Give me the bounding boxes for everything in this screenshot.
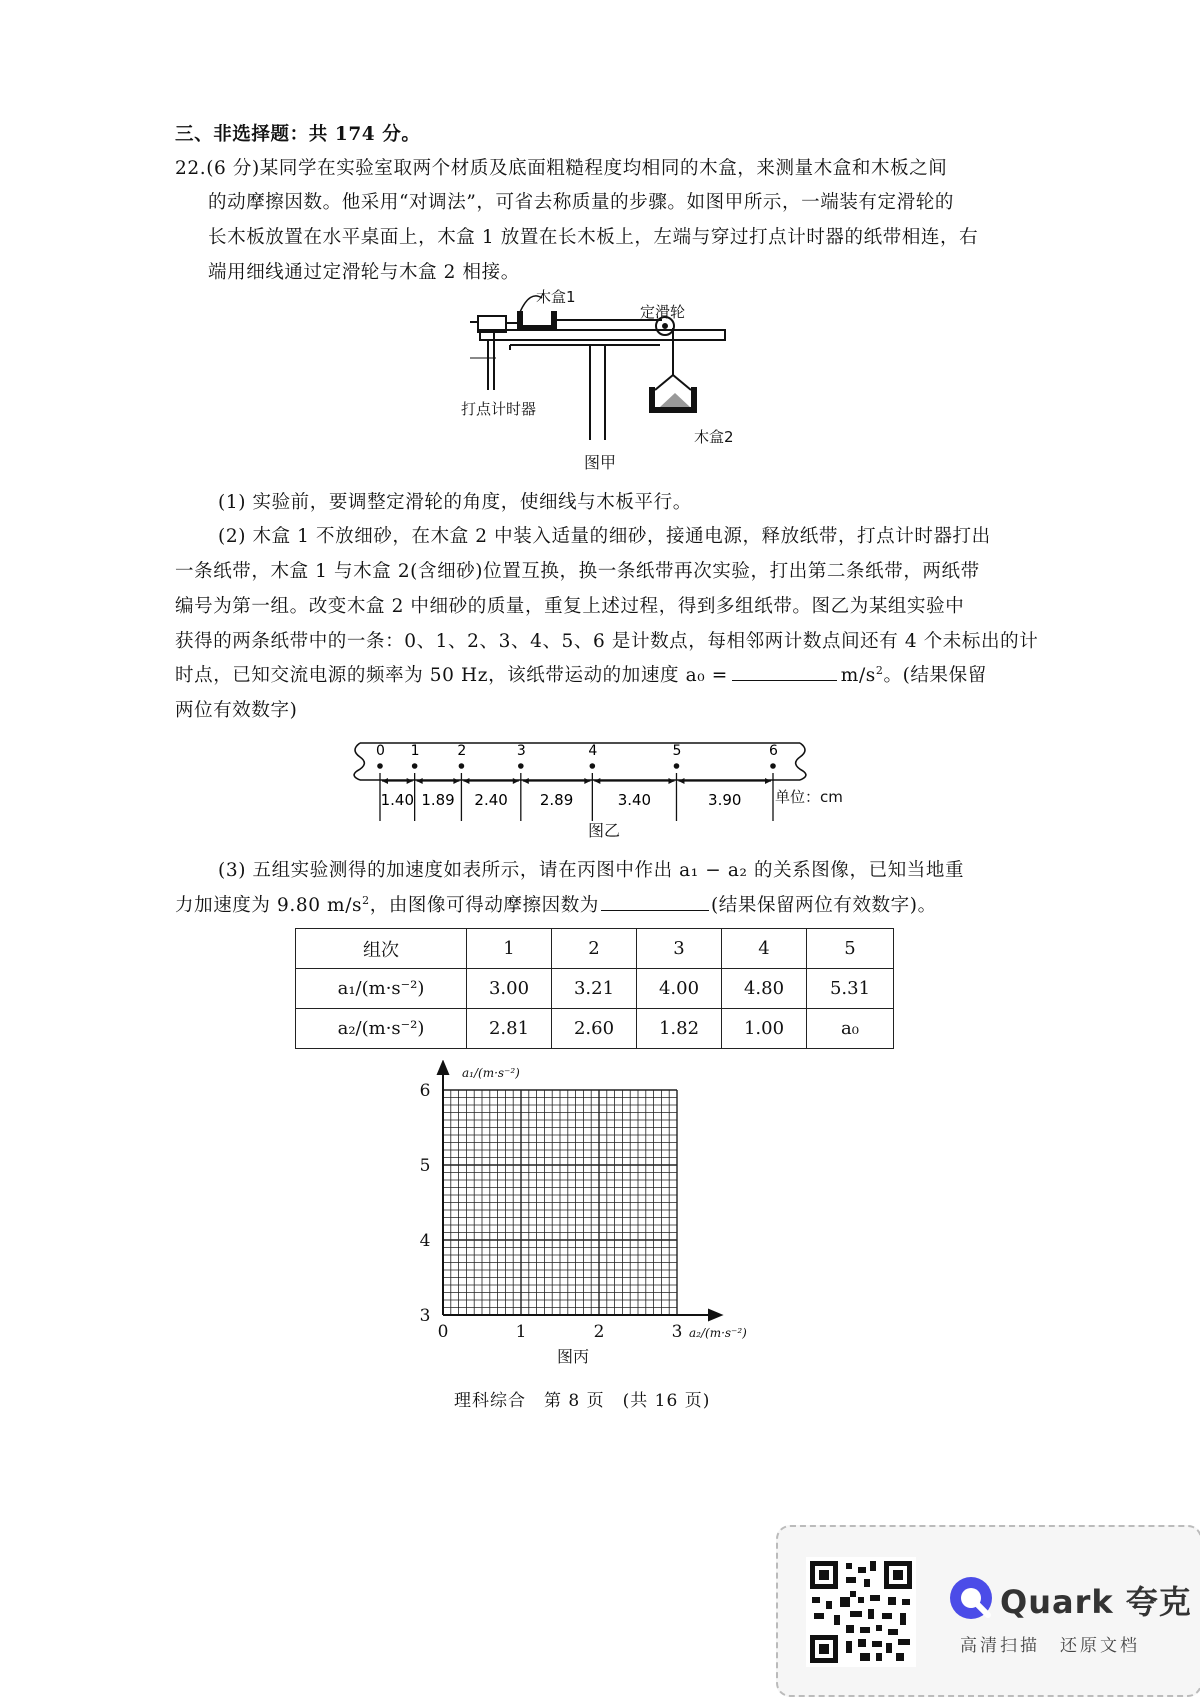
table-cell: 3.21 — [552, 969, 637, 1009]
figure-yi-tape — [345, 733, 825, 823]
q22-line3: 长木板放置在水平桌面上，木盒 1 放置在长木板上，左端与穿过打点计时器的纸带相连，右 — [208, 227, 979, 248]
tape-dot — [459, 763, 465, 769]
part3-line2-a: 力加速度为 9.80 m/s — [175, 895, 363, 916]
tape-dot — [770, 763, 776, 769]
table-cell: 1.00 — [722, 1009, 807, 1049]
part2-line5-a: 时点，已知交流电源的频率为 50 Hz，该纸带运动的加速度 a₀ = — [175, 665, 728, 686]
tape-arrow — [584, 778, 590, 784]
section-title: 三、非选择题：共 174 分。 — [175, 124, 421, 145]
part1: (1) 实验前，要调整定滑轮的角度，使细线与木板平行。 — [218, 492, 692, 513]
tape-segment-label: 1.40 — [380, 791, 415, 809]
table-row — [296, 969, 894, 1009]
tape-point-label: 0 — [376, 743, 385, 759]
table-cell: 5.31 — [807, 969, 894, 1009]
tape-arrow — [523, 778, 529, 784]
tape-segment-label: 2.40 — [474, 791, 508, 809]
tape-arrow — [513, 778, 519, 784]
label-pulley: 定滑轮 — [640, 303, 686, 321]
tape-point-label: 5 — [672, 743, 682, 759]
quark-watermark — [776, 1525, 1200, 1697]
table-header-cell: 3 — [637, 929, 722, 969]
tape-dot — [518, 763, 524, 769]
tape-dot — [590, 763, 596, 769]
answer-blank-a0[interactable] — [732, 662, 837, 681]
caption-yi: 图乙 — [588, 821, 621, 840]
table-row — [296, 1009, 894, 1049]
label-box2: 木盒2 — [694, 428, 734, 446]
quark-brand: Quark 夸克 — [1000, 1583, 1192, 1621]
q22-line4: 端用细线通过定滑轮与木盒 2 相接。 — [208, 262, 520, 283]
part2-line5: 时点，已知交流电源的频率为 50 Hz，该纸带运动的加速度 $a_0 = m/s^2$。(结果保留 — [175, 663, 987, 686]
table-cell: a₁/(m·s⁻²) — [296, 969, 467, 1009]
tape-dot — [674, 763, 680, 769]
y-axis-arrow — [438, 1062, 448, 1074]
tape-point-label: 6 — [769, 743, 778, 759]
figure-bing-grid[interactable] — [415, 1060, 765, 1360]
x-tick-label: 1 — [515, 1322, 527, 1342]
table-cell: 4.00 — [637, 969, 722, 1009]
x-tick-label: 0 — [437, 1322, 449, 1342]
tape-arrow — [765, 778, 771, 784]
y-tick-label: 3 — [419, 1306, 431, 1326]
caption-jia: 图甲 — [584, 453, 617, 472]
tape-arrow — [407, 778, 413, 784]
x-tick-label: 2 — [593, 1322, 605, 1342]
tape-point-label: 1 — [410, 743, 420, 759]
table-cell: a₀ — [807, 1009, 894, 1049]
y-axis-label: a₁/(m·s⁻²) — [462, 1066, 520, 1080]
tape-dot — [412, 763, 418, 769]
quark-tagline: 高清扫描 还原文档 — [960, 1636, 1140, 1656]
long-board — [480, 330, 725, 340]
tape-arrow — [453, 778, 459, 784]
tape-segment-label: 3.40 — [617, 791, 652, 809]
tape-arrow — [678, 778, 684, 784]
q22-line2: 的动摩擦因数。他采用“对调法”，可省去称质量的步骤。如图甲所示，一端装有定滑轮的 — [208, 192, 954, 213]
tape-segment-label: 2.89 — [539, 791, 574, 809]
x-tick-label: 3 — [671, 1322, 683, 1342]
page-footer: 理科综合 第 8 页 (共 16 页) — [454, 1391, 711, 1411]
part2-line1: (2) 木盒 1 不放细砂，在木盒 2 中装入适量的细砂，接通电源，释放纸带，打点计时器打出 — [218, 526, 991, 547]
table-header-cell: 2 — [552, 929, 637, 969]
label-timer: 打点计时器 — [461, 400, 537, 418]
tape-unit: 单位：cm — [775, 788, 843, 806]
tape-arrow — [668, 778, 674, 784]
caption-bing: 图丙 — [557, 1347, 590, 1366]
tape-arrow — [417, 778, 423, 784]
table-cell: 3.00 — [467, 969, 552, 1009]
tape-point-label: 2 — [457, 743, 467, 759]
answer-blank-mu[interactable] — [601, 892, 709, 911]
tape-arrow — [463, 778, 469, 784]
tape-segment-label: 1.89 — [421, 791, 455, 809]
tape-arrow — [382, 778, 388, 784]
part2-line4: 获得的两条纸带中的一条：0、1、2、3、4、5、6 是计数点，每相邻两计数点间还有 4 个未标出的计 — [175, 631, 1039, 652]
tape-marks — [376, 743, 778, 821]
y-tick-label: 4 — [419, 1231, 431, 1251]
acceleration-table — [295, 928, 894, 1049]
table-header-row — [296, 929, 894, 969]
q22-line1: 22.(6 分)某同学在实验室取两个材质及底面粗糙程度均相同的木盒，来测量木盒和木板之间 — [175, 158, 948, 179]
wood-box-1 — [518, 312, 556, 330]
tape-point-label: 4 — [588, 743, 598, 759]
table-cell: 2.60 — [552, 1009, 637, 1049]
table-cell: 2.81 — [467, 1009, 552, 1049]
y-tick-label: 6 — [419, 1081, 431, 1101]
part2-line5-c: 。(结果保留 — [883, 665, 987, 686]
grid-lines — [443, 1090, 677, 1315]
tape-segment-label: 3.90 — [708, 791, 742, 809]
part2-line5-b: m/s — [840, 665, 876, 686]
x-axis-arrow — [709, 1310, 721, 1320]
quark-logo-icon — [948, 1575, 994, 1621]
tape-arrow — [594, 778, 600, 784]
part3-line2-c: (结果保留两位有效数字)。 — [710, 895, 937, 916]
part2-line6: 两位有效数字) — [175, 700, 298, 721]
x-axis-label: a₂/(m·s⁻²) — [689, 1326, 747, 1340]
table-cell: 1.82 — [637, 1009, 722, 1049]
table-header-cell: 1 — [467, 929, 552, 969]
part3-line2-b: ，由图像可得动摩擦因数为 — [369, 895, 599, 916]
table-cell: a₂/(m·s⁻²) — [296, 1009, 467, 1049]
tape-dot — [377, 763, 383, 769]
y-tick-label: 5 — [419, 1156, 431, 1176]
part3-line1: (3) 五组实验测得的加速度如表所示，请在丙图中作出 a₁ − a₂ 的关系图像，已知当地重 — [218, 860, 965, 881]
qr-code-icon — [806, 1557, 916, 1667]
part2-line3: 编号为第一组。改变木盒 2 中细砂的质量，重复上述过程，得到多组纸带。图乙为某组实验中 — [175, 596, 965, 617]
table-header-cell: 组次 — [296, 929, 467, 969]
table-header-cell: 4 — [722, 929, 807, 969]
part2-line2: 一条纸带，木盒 1 与木盒 2(含细砂)位置互换，换一条纸带再次实验，打出第二条纸带，两纸带 — [175, 561, 980, 582]
table-cell: 4.80 — [722, 969, 807, 1009]
label-box1: 木盒1 — [536, 288, 576, 306]
tape-point-label: 3 — [516, 743, 526, 759]
table-header-cell: 5 — [807, 929, 894, 969]
part3-line2: 力加速度为 9.80 $m/s^2$，由图像可得动摩擦因数为 (结果保留两位有效数字)。 — [175, 893, 937, 916]
